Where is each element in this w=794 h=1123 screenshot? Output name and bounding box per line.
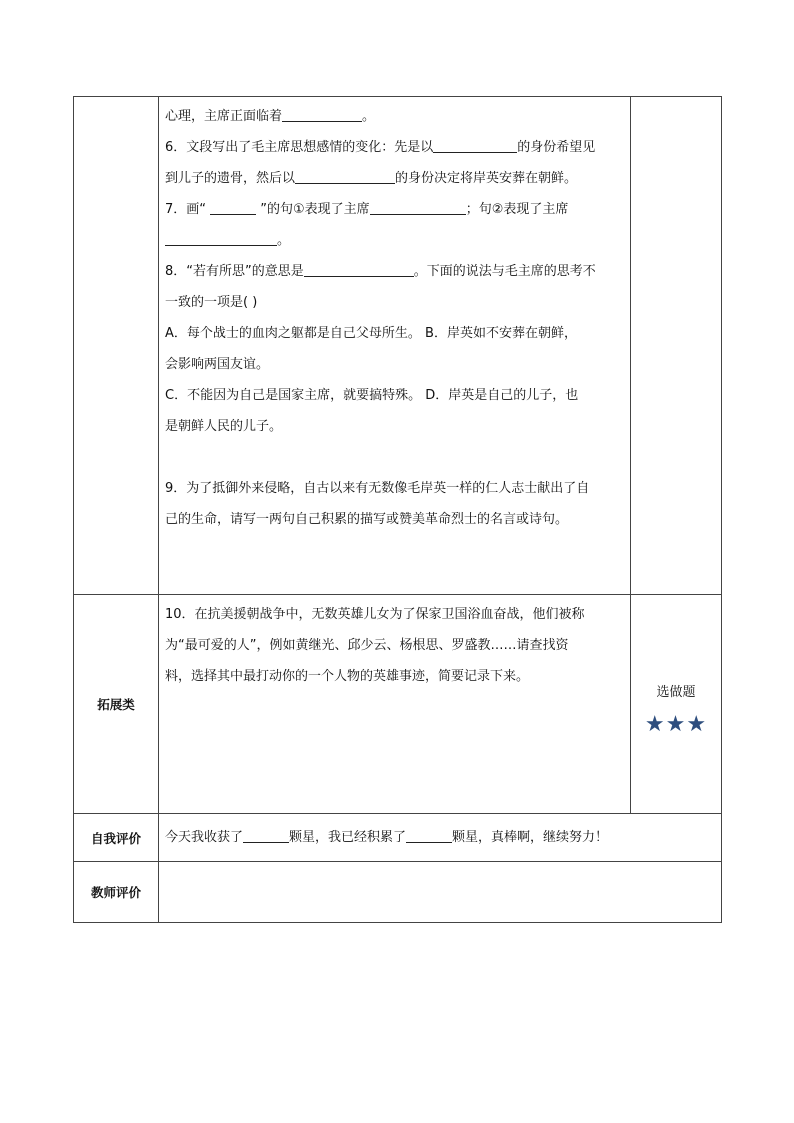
q7-line-1: 7．画“ ”的句①表现了主席 ；句②表现了主席 — [165, 202, 569, 217]
star-rating-icon: ★★★ — [644, 712, 708, 737]
spacer — [165, 442, 624, 473]
q7-blank-1[interactable] — [370, 200, 466, 215]
q8-option-ab: A．每个战士的血肉之躯都是自己父母所生。 B．岸英如不安葬在朝鲜， — [165, 326, 577, 341]
self-eval-content — [159, 814, 722, 862]
q9-line-1: 9．为了抵御外来侵略，自古以来有无数像毛岸英一样的仁人志士献出了自 — [165, 481, 590, 496]
self-eval-line: 今天我收获了 颗星，我已经积累了 颗星，真棒啊，继续努力！ — [165, 829, 609, 845]
extension-category: 拓展类 — [74, 595, 159, 814]
q8-line-1: 8．“若有所思”的意思是 。下面的说法与毛主席的思考不 — [165, 264, 596, 279]
q10-line-3: 料，选择其中最打动你的一个人物的英雄事迹，简要记录下来。 — [165, 669, 530, 684]
q6-line-1: 6．文段写出了毛主席思想感情的变化：先是以 的身份希望见 — [165, 140, 596, 155]
q8-option-cd-cont: 是朝鲜人民的儿子。 — [165, 419, 283, 434]
questions-side-cell — [631, 97, 722, 595]
self-eval-blank-2[interactable] — [406, 828, 452, 843]
q6-line-2: 到儿子的遗骨，然后以 的身份决定将岸英安葬在朝鲜。 — [165, 171, 578, 186]
questions-row — [74, 97, 722, 595]
q9-line-2: 己的生命，请写一两句自己积累的描写或赞美革命烈士的名言或诗句。 — [165, 512, 569, 527]
teacher-eval-row — [74, 862, 722, 923]
optional-label: 选做题 — [656, 685, 696, 700]
q7-underline-sample — [210, 200, 256, 215]
q7-blank-2[interactable] — [165, 231, 277, 246]
extension-side-cell — [631, 595, 722, 814]
self-eval-category: 自我评价 — [74, 814, 159, 862]
teacher-eval-content[interactable] — [159, 862, 722, 923]
q8-line-2: 一致的一项是( ) — [165, 295, 258, 310]
q10-line-1: 10．在抗美援朝战争中，无数英雄儿女为了保家卫国浴血奋战，他们被称 — [165, 607, 585, 622]
q7-line-2: 。 — [165, 225, 624, 256]
q8-option-cd: C．不能因为自己是国家主席，就要搞特殊。 D．岸英是自己的儿子，也 — [165, 388, 579, 403]
self-eval-row — [74, 814, 722, 862]
worksheet-table — [73, 96, 722, 923]
self-eval-blank-1[interactable] — [243, 828, 289, 843]
q6-blank-1[interactable] — [433, 138, 517, 153]
questions-category-cell — [74, 97, 159, 595]
q8-option-ab-cont: 会影响两国友谊。 — [165, 357, 270, 372]
q8-blank[interactable] — [304, 262, 414, 277]
extension-content-cell — [159, 595, 631, 814]
extension-row — [74, 595, 722, 814]
q6-blank-2[interactable] — [295, 169, 395, 184]
teacher-eval-category: 教师评价 — [74, 862, 159, 923]
q10-line-2: 为“最可爱的人”，例如黄继光、邱少云、杨根思、罗盛教……请查找资 — [165, 638, 569, 653]
q5-tail: 心理，主席正面临着 。 — [165, 109, 376, 124]
questions-content-cell — [159, 97, 631, 595]
q5-blank[interactable] — [282, 107, 362, 122]
